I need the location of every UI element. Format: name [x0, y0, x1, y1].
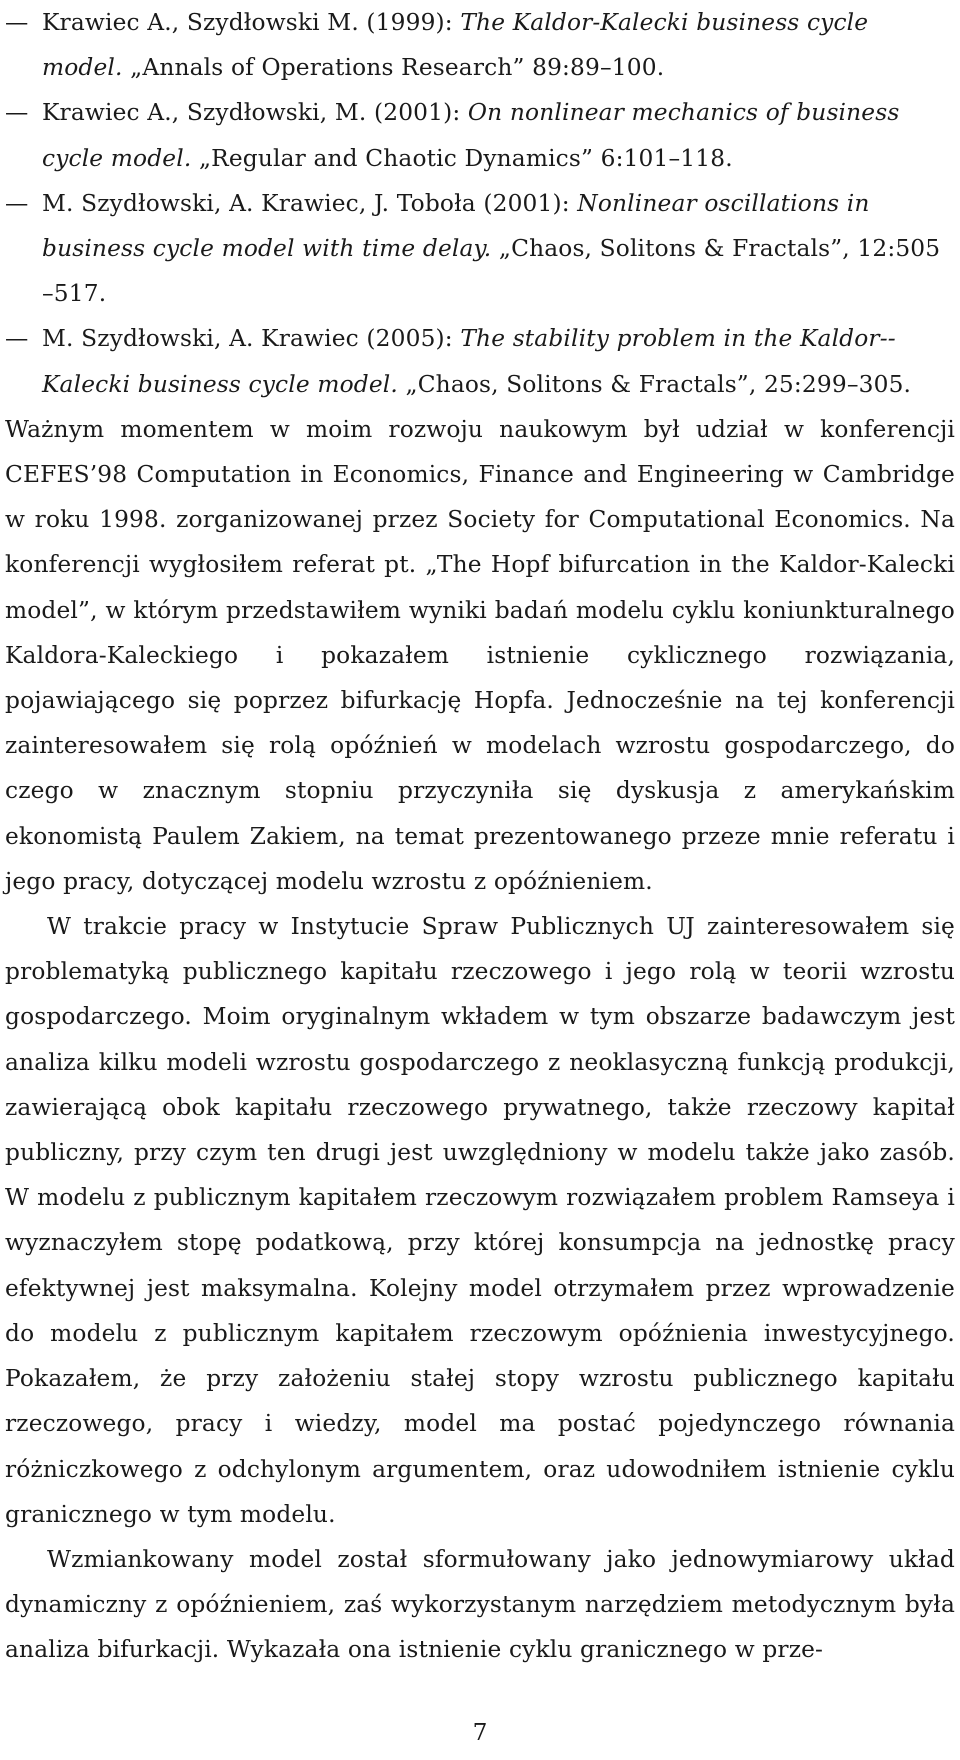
reference-title: The stability problem in the Kaldor--Kalecki business cycle model.	[42, 325, 896, 398]
reference-dash: —	[5, 325, 29, 353]
reference-authors: Krawiec A., Szydłowski M. (1999):	[42, 9, 453, 36]
reference-item	[5, 316, 955, 406]
reference-source: „Chaos, Solitons & Fractals”, 12:505 –517.	[42, 235, 941, 308]
body-paragraph: Wzmiankowany model został sformułowany jako jednowymiarowy układ dynamiczny z opóźnieniem, zaś wykorzystanym narzędziem metodycznym była analiza bifurkacji. Wykazała ona istnienie cyklu granicznego w prze-	[5, 1545, 955, 1664]
reference-dash: —	[5, 189, 29, 217]
reference-dash: —	[5, 9, 29, 36]
reference-source: „Regular and Chaotic Dynamics” 6:101–118.	[198, 144, 733, 172]
reference-item	[5, 90, 955, 180]
page-number: 7	[472, 1719, 488, 1746]
reference-authors: M. Szydłowski, A. Krawiec (2005):	[42, 325, 453, 353]
reference-title: The Kaldor-Kalecki business cycle model.	[42, 9, 869, 82]
reference-source: „Annals of Operations Research” 89:89–100.	[130, 54, 665, 82]
body-paragraph: W trakcie pracy w Instytucie Spraw Publicznych UJ zainteresowałem się problematyką publicznego kapitału rzeczowego i jego rolą w teorii wzrostu gospodarczego. Moim oryginalnym wkładem w tym obszarze badawczym jest analiza kilku modeli wzrostu gospodarczego z neoklasyczną funkcją produkcji, zawierającą obok kapitału rzeczowego prywatnego, także rzeczowy kapitał publiczny, przy czym ten drugi jest uwzględniony w modelu także jako zasób. W modelu z publicznym kapitałem rzeczowym rozwiązałem problem Ramseya i wyznaczyłem stopę podatkową, przy której konsumpcja na jednostkę pracy efektywnej jest maksymalna. Kolejny model otrzymałem przez wprowadzenie do modelu z publicznym kapitałem rzeczowym opóźnienia inwestycyjnego. Pokazałem, że przy założeniu stałej stopy wzrostu publicznego kapitału rzeczowego, pracy i wiedzy, model ma postać pojedynczego równania różniczkowego z odchylonym argumentem, oraz udowodniłem istnienie cyklu granicznego w tym modelu.	[5, 913, 955, 1528]
reference-title: Nonlinear oscillations in business cycle model with time delay.	[42, 189, 870, 263]
document-page	[5, 0, 955, 1673]
body-paragraph: Ważnym momentem w moim rozwoju naukowym był udział w konferencji CEFES’98 Computation in Economics, Finance and Engineering w Cambridge w roku 1998. zorganizowanej przez Society for Computational Economics. Na konferencji wygłosiłem referat pt. „The Hopf bifurcation in the Kaldor-Kalecki model”, w którym przedstawiłem wyniki badań modelu cyklu koniunkturalnego Kaldora-Kaleckiego i pokazałem istnienie cyklicznego rozwiązania, pojawiającego się poprzez bifurkację Hopfa. Jednocześnie na tej konferencji zainteresowałem się rolą opóźnień w modelach wzrostu gospodarczego, do czego w znacznym stopniu przyczyniła się dyskusja z amerykańskim ekonomistą Paulem Zakiem, na temat prezentowanego przeze mnie referatu i jego pracy, dotyczącej modelu wzrostu z opóźnieniem.	[5, 415, 955, 895]
reference-authors: M. Szydłowski, A. Krawiec, J. Toboła (2001):	[42, 189, 570, 217]
reference-source: „Chaos, Solitons & Fractals”, 25:299–305.	[405, 370, 912, 398]
reference-title: On nonlinear mechanics of business cycle model.	[42, 99, 900, 172]
reference-item	[5, 0, 955, 90]
reference-dash: —	[5, 99, 29, 127]
reference-list	[5, 0, 955, 407]
reference-item	[5, 181, 955, 317]
reference-authors: Krawiec A., Szydłowski, M. (2001):	[42, 99, 461, 127]
